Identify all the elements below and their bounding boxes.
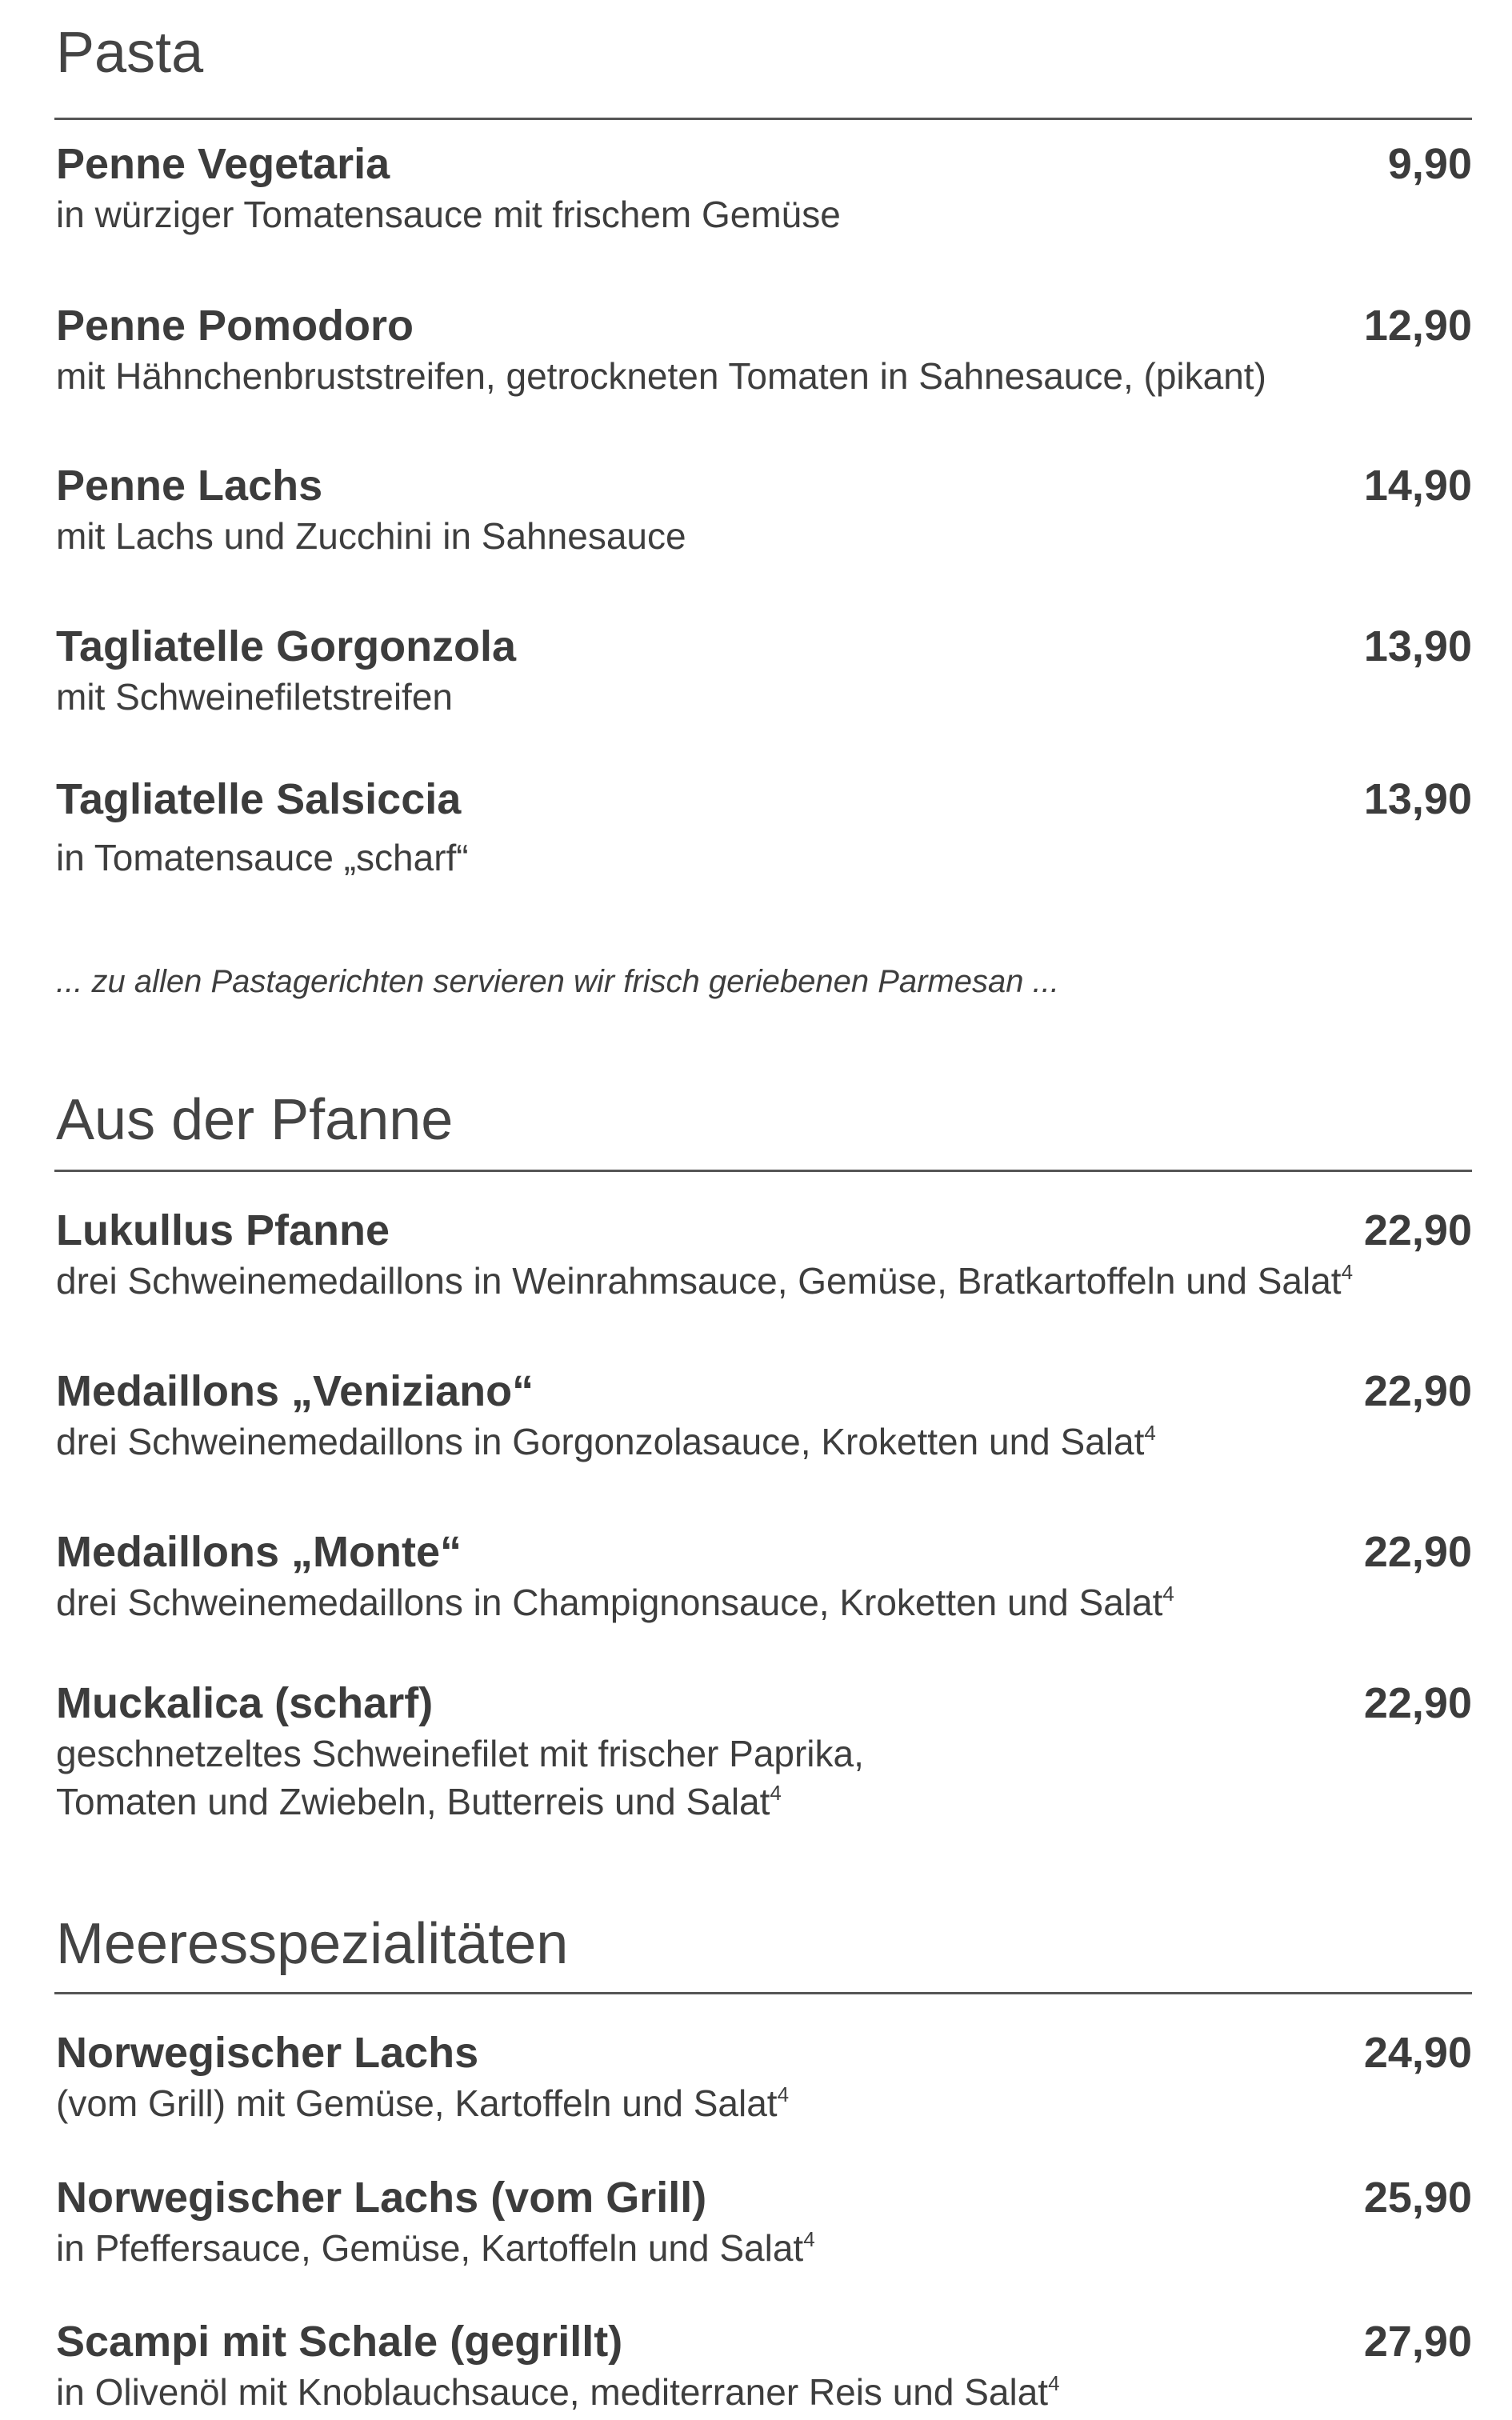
item-price: 22,90 [1363,1367,1472,1415]
item-name: Tagliatelle Gorgonzola [56,622,517,670]
item-description: in Olivenöl mit Knoblauchsauce, mediterraner Reis und Salat$^4$ [56,2371,1060,2413]
item-price: 22,90 [1363,1528,1472,1576]
section-divider [54,1992,1472,1994]
item-description: geschnetzeltes Schweinefilet mit frischer Paprika, Tomaten und Zwiebeln, Butterreis und Salat$^4$ [56,1733,864,1822]
item-name: Norwegischer Lachs (vom Grill) [56,2174,707,2222]
menu-item [56,142,1472,238]
item-name: Penne Pomodoro [56,302,414,350]
menu-item [56,2031,1472,2127]
menu-item [56,1530,1472,1626]
item-price: 27,90 [1363,2318,1472,2366]
item-description: mit Schweinefiletstreifen [56,676,453,718]
item-name: Medaillons „Monte“ [56,1528,462,1576]
item-name: Muckalica (scharf) [56,1679,434,1727]
section-title-meeresspezialitaeten: Meeresspezialitäten [56,1912,569,1976]
section-divider [54,1170,1472,1172]
item-name: Lukullus Pfanne [56,1206,390,1254]
item-price: 13,90 [1363,622,1472,670]
item-description: (vom Grill) mit Gemüse, Kartoffeln und Salat$^4$ [56,2082,790,2124]
item-price: 22,90 [1363,1679,1472,1727]
menu-item [56,464,1472,560]
menu-item [56,1367,1472,1466]
item-name: Scampi mit Schale (gegrillt) [56,2318,623,2366]
menu-item [56,2176,1472,2272]
item-price: 24,90 [1363,2029,1472,2077]
section-divider [54,118,1472,120]
menu-item [56,304,1472,400]
item-price: 14,90 [1363,462,1472,510]
item-name: Penne Lachs [56,462,323,510]
item-description: drei Schweinemedaillons in Champignonsauce, Kroketten und Salat$^4$ [56,1582,1174,1623]
section-title-pasta: Pasta [56,21,204,85]
item-description: in würziger Tomatensauce mit frischem Gemüse [56,194,841,235]
item-description: in Tomatensauce „scharf“ [56,837,469,878]
item-description: mit Lachs und Zucchini in Sahnesauce [56,515,686,557]
item-price: 13,90 [1363,775,1472,823]
menu-item [56,775,1472,882]
menu-item [56,2320,1472,2416]
item-name: Penne Vegetaria [56,140,390,188]
menu-item [56,1206,1472,1305]
item-description: in Pfeffersauce, Gemüse, Kartoffeln und Salat$^4$ [56,2227,815,2269]
item-price: 22,90 [1363,1206,1472,1254]
menu-item [56,1679,1472,1826]
item-price: 12,90 [1363,302,1472,350]
item-price: 9,90 [1387,140,1472,188]
item-price: 25,90 [1363,2174,1472,2222]
item-description: drei Schweinemedaillons in Weinrahmsauce, Gemüse, Bratkartoffeln und Salat$^4$ [56,1260,1354,1302]
item-name: Medaillons „Veniziano“ [56,1367,534,1415]
menu-item [56,622,1472,721]
item-name: Tagliatelle Salsiccia [56,775,462,823]
section-title-pfanne: Aus der Pfanne [56,1088,454,1152]
item-name: Norwegischer Lachs [56,2029,479,2077]
item-description: mit Hähnchenbruststreifen, getrockneten Tomaten in Sahnesauce, (pikant) [56,355,1266,397]
item-description: drei Schweinemedaillons in Gorgonzolasauce, Kroketten und Salat$^4$ [56,1421,1156,1462]
pasta-note: ... zu allen Pastagerichten servieren wir frisch geriebenen Parmesan ... [56,964,1059,999]
